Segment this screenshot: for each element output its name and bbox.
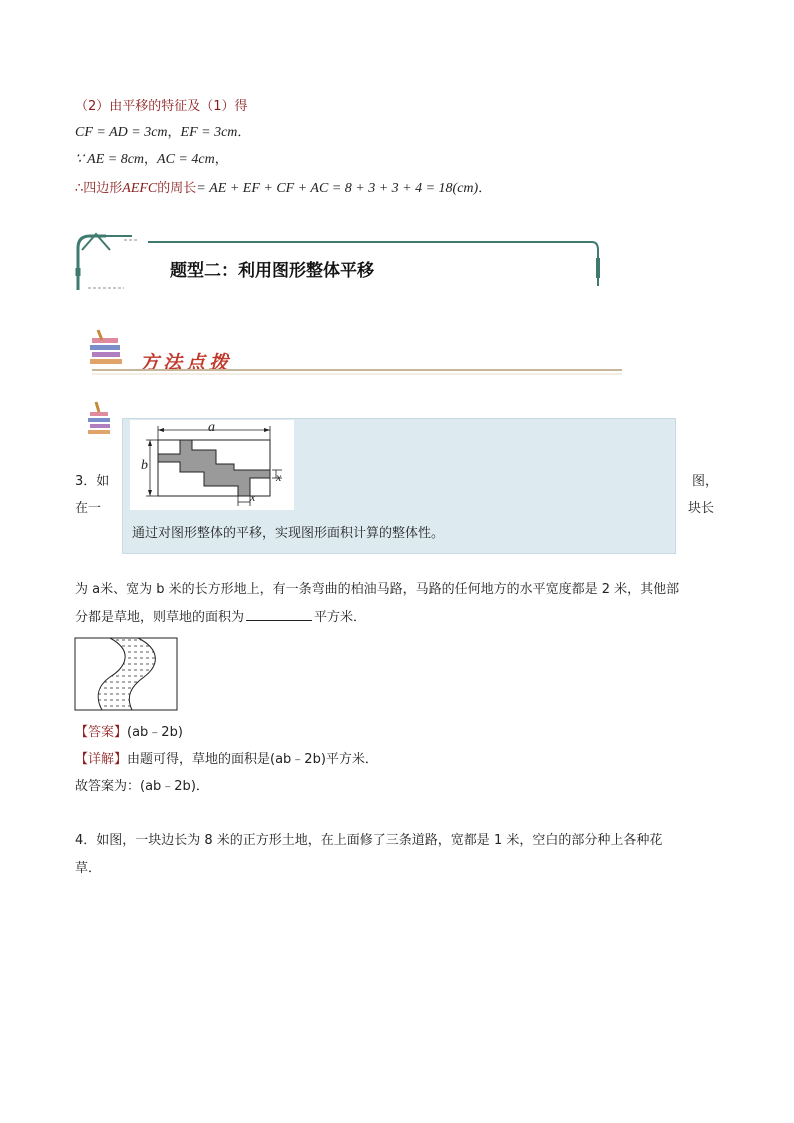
- question-4-line1: 4．如图，一块边长为 8 米的正方形土地，在上面修了三条道路，宽都是 1 米，空白的部分种上各种花: [75, 833, 663, 848]
- question-3-suffix: 图，: [692, 474, 719, 489]
- figure-2-curved-road: [74, 637, 178, 711]
- therefore-text: ∴四边形: [75, 181, 123, 196]
- comma: ，: [167, 125, 181, 140]
- figure-1-label-b: b: [141, 458, 148, 473]
- books-icon-small: [88, 400, 112, 440]
- figure-1-label-x-bottom: x: [250, 490, 256, 504]
- detail-text: 由题可得，草地的面积是(ab﹣2b)平方米．: [127, 752, 378, 767]
- solution-line-2: [75, 124, 250, 142]
- detail-3-line: [75, 751, 378, 769]
- question-3-line3: 为 a米、宽为 b 米的长方形地上，有一条弯曲的柏油马路，马路的任何地方的水平宽度都是 2 米，其他部: [75, 582, 680, 597]
- quadrilateral-name: AEFC: [122, 181, 158, 196]
- perimeter-label: 的周长: [157, 181, 197, 196]
- period: ．: [478, 181, 492, 196]
- question-3-line2-prefix: 在一: [75, 501, 102, 516]
- method-underline: [92, 368, 622, 376]
- solution-line-1: [75, 98, 248, 116]
- answer-tag: 【答案】: [75, 725, 128, 740]
- question-4-line2: 草．: [75, 861, 102, 876]
- period: ．: [237, 125, 251, 140]
- section-title: 题型二：利用图形整体平移: [170, 261, 374, 281]
- ac-equation: AC = 4cm: [157, 152, 215, 167]
- answer-value: (ab﹣2b): [127, 725, 183, 740]
- question-3-line2-suffix: 块长: [688, 501, 715, 516]
- figure-1-label-a: a: [208, 420, 215, 435]
- method-title: 方法点拨: [140, 352, 233, 374]
- cf-ad-equation: CF = AD = 3cm: [75, 125, 168, 140]
- answer-blank: [246, 608, 312, 621]
- conclusion-3-line: 故答案为：(ab﹣2b)．: [75, 779, 209, 794]
- ae-equation: ∵ AE = 8cm: [75, 152, 145, 167]
- detail-tag: 【详解】: [75, 752, 128, 767]
- question-3-prefix: 3．如: [75, 474, 110, 489]
- perimeter-equation: = AE + EF + CF + AC = 8 + 3 + 3 + 4 = 18(cm): [196, 181, 479, 196]
- answer-3-line: [75, 724, 183, 742]
- question-3-line4-unit: 平方米．: [314, 610, 367, 625]
- books-icon: [88, 328, 138, 372]
- solution-intro: （2）由平移的特征及（1）得: [75, 99, 248, 114]
- comma: ，: [144, 152, 158, 167]
- method-tip-text: 通过对图形整体的平移，实现图形面积计算的整体性。: [132, 526, 445, 541]
- solution-line-4: [75, 180, 491, 198]
- question-3-line4: [75, 608, 366, 627]
- ef-equation: EF = 3cm: [180, 125, 238, 140]
- question-3-line4-text: 分都是草地，则草地的面积为: [75, 610, 245, 625]
- comma: ，: [214, 152, 228, 167]
- solution-line-3: [75, 151, 228, 169]
- figure-1-label-x-right: x: [276, 470, 282, 484]
